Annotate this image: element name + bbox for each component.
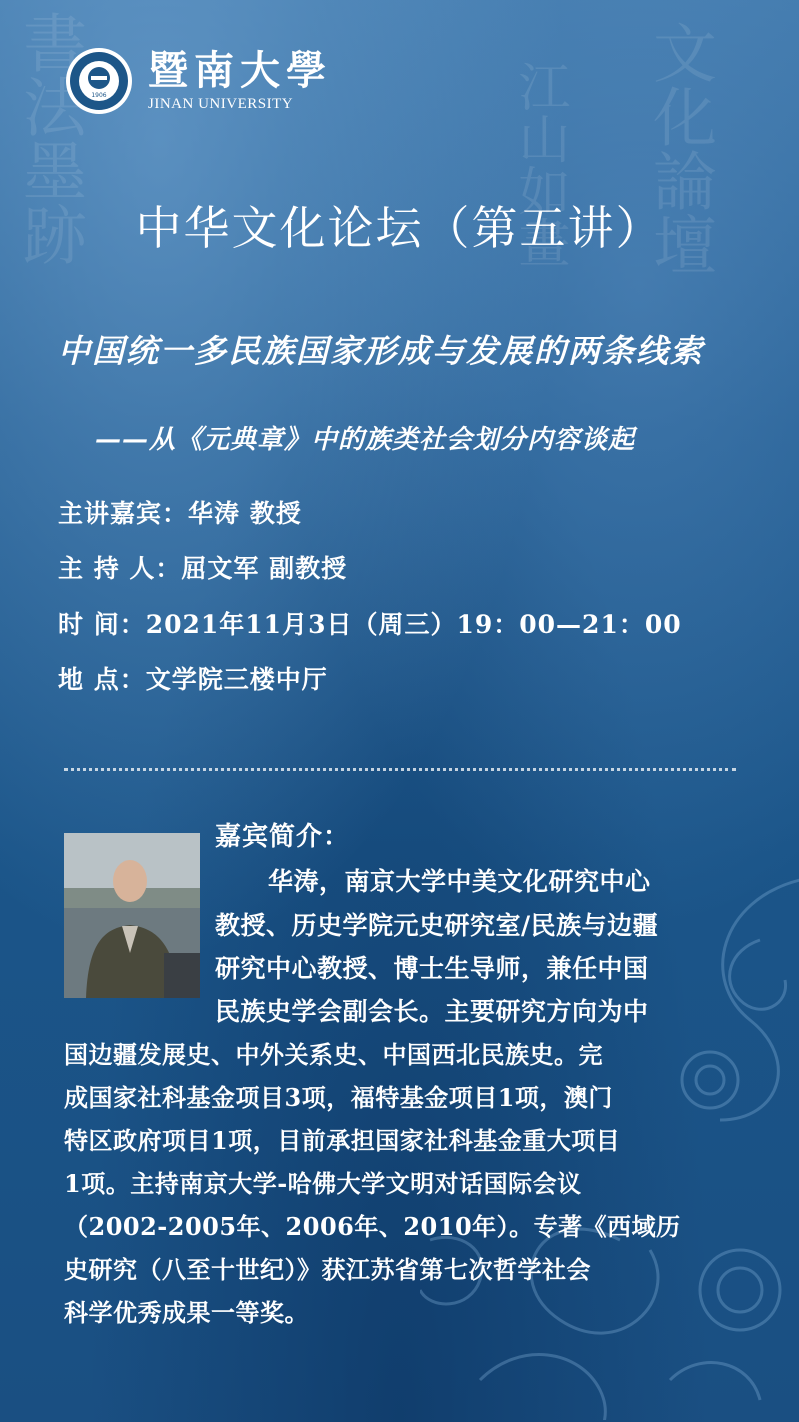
calligraphy-backdrop-left: 書法墨跡 [12, 10, 86, 266]
bio-line-8: 1项。主持南京大学-哈佛大学文明对话国际会议 [64, 1169, 582, 1198]
bio-line-9: （2002-2005年、2006年、2010年）。专著《西域历 [64, 1212, 681, 1241]
bio-line-6: 成国家社科基金项目3项，福特基金项目1项，澳门 [64, 1083, 613, 1112]
bio-line-5: 国边疆发展史、中外关系史、中国西北民族史。完 [64, 1040, 603, 1069]
bio-line-1: 华涛，南京大学中美文化研究中心 [268, 867, 651, 896]
university-seal-icon [64, 46, 134, 116]
bio-line-11: 科学优秀成果一等奖。 [64, 1298, 309, 1327]
dotted-divider [64, 768, 736, 771]
university-logo [64, 46, 332, 116]
bio-heading: 嘉宾简介： [215, 822, 351, 852]
seal-year: 1906 [91, 92, 107, 99]
bio-line-7: 特区政府项目1项，目前承担国家社科基金重大项目 [64, 1126, 621, 1155]
bio-line-3: 研究中心教授、博士生导师，兼任中国 [215, 954, 649, 983]
bio-line-2: 教授、历史学院元史研究室/民族与边疆 [215, 911, 659, 940]
lecture-title: 中国统一多民族国家形成与发展的两条线索 [58, 332, 705, 370]
calligraphy-backdrop-mid: 江山如畫 [509, 60, 569, 268]
university-name-en: JINAN UNIVERSITY [148, 96, 294, 112]
speaker-photo [64, 833, 200, 998]
poster-title: 中华文化论坛（第五讲） [135, 201, 664, 255]
host-line: 主 持 人：屈文军 副教授 [58, 554, 348, 583]
university-name-cn: 暨南大學 [148, 47, 332, 94]
place-line: 地 点：文学院三楼中厅 [58, 665, 328, 694]
speaker-line: 主讲嘉宾：华涛 教授 [58, 499, 302, 528]
bio-line-4: 民族史学会副会长。主要研究方向为中 [215, 997, 649, 1026]
calligraphy-backdrop-right: 文化論壇 [642, 20, 716, 276]
time-line: 时 间：2021年11月3日（周三）19：00—21：00 [58, 610, 682, 639]
bio-line-10: 史研究（八至十世纪）》获江苏省第七次哲学社会 [64, 1255, 591, 1284]
lecture-subtitle: ——从《元典章》中的族类社会划分内容谈起 [95, 425, 636, 455]
speaker-portrait-image [64, 833, 200, 998]
